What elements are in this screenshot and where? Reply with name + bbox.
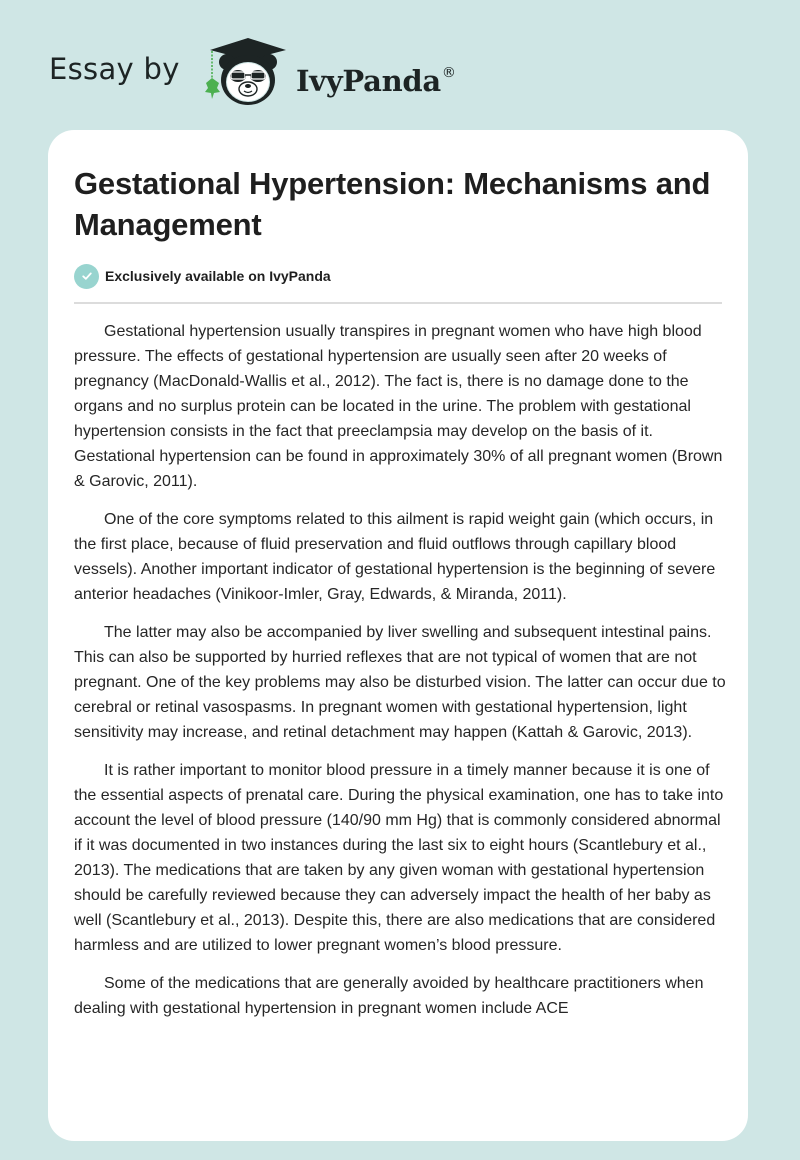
- essay-paragraph: It is rather important to monitor blood pressure in a timely manner because it is one of the essential aspects of prenatal care. During the physical examination, one has to take into account the level of blood pressure (140/90 mm Hg) that is commonly considered abnormal if it was documented in two instances during the last six to eight hours (Scantlebury et al., 2013). The medications that are taken by any given woman with gestational hypertension should be carefully reviewed because they can adversely impact the health of her baby as well (Scantlebury et al., 2013). Despite this, there are also medications that are considered harmless and are utilized to lower pregnant women’s blood pressure.: [74, 762, 724, 954]
- brand-name-text: IvyPanda: [296, 64, 441, 98]
- essay-paragraph: Gestational hypertension usually transpires in pregnant women who have high blood pressure. The effects of gestational hypertension are usually seen after 20 weeks of pregnancy (MacDonald-Wallis et al., 2012). The fact is, there is no damage done to the organs and no surplus protein can be located in the urine. The problem with gestational hypertension consists in the fact that preeclampsia may develop on the basis of it. Gestational hypertension can be found in approximately 30% of all pregnant women (Brown & Garovic, 2011).: [74, 323, 723, 490]
- exclusive-badge: [74, 263, 331, 289]
- essay-paragraph: One of the core symptoms related to this ailment is rapid weight gain (which occurs, in the first place, because of fluid preservation and fluid outflows through capillary blood vessels). Another important indicator of gestational hypertension is the beginning of severe anterior headaches (Vinikoor-Imler, Gray, Edwards, & Miranda, 2011).: [74, 511, 716, 603]
- essay-by-label: Essay by: [49, 52, 180, 86]
- essay-card: [48, 130, 748, 1141]
- exclusive-badge-text: Exclusively available on IvyPanda: [105, 268, 331, 284]
- panda-graduation-cap-logo-icon[interactable]: [202, 36, 294, 108]
- essay-paragraph: The latter may also be accompanied by liver swelling and subsequent intestinal pains. This can also be supported by hurried reflexes that are not typical of women that are not pregnant. One of the key problems may also be disturbed vision. The latter can occur due to cerebral or retinal vasospasms. In pregnant women with gestational hypertension, light sensitivity may increase, and retinal detachment may happen (Kattah & Garovic, 2013).: [74, 624, 726, 741]
- title-divider: [74, 302, 722, 304]
- essay-paragraph: Some of the medications that are generally avoided by healthcare practitioners when dealing with gestational hypertension in pregnant women include ACE: [74, 975, 704, 1017]
- check-circle-icon: [74, 264, 99, 289]
- essay-body: [74, 319, 726, 1034]
- site-header: [0, 0, 800, 130]
- registered-mark: ®: [441, 65, 456, 81]
- essay-title: Gestational Hypertension: Mechanisms and Management: [74, 166, 711, 242]
- brand-name[interactable]: [296, 55, 456, 99]
